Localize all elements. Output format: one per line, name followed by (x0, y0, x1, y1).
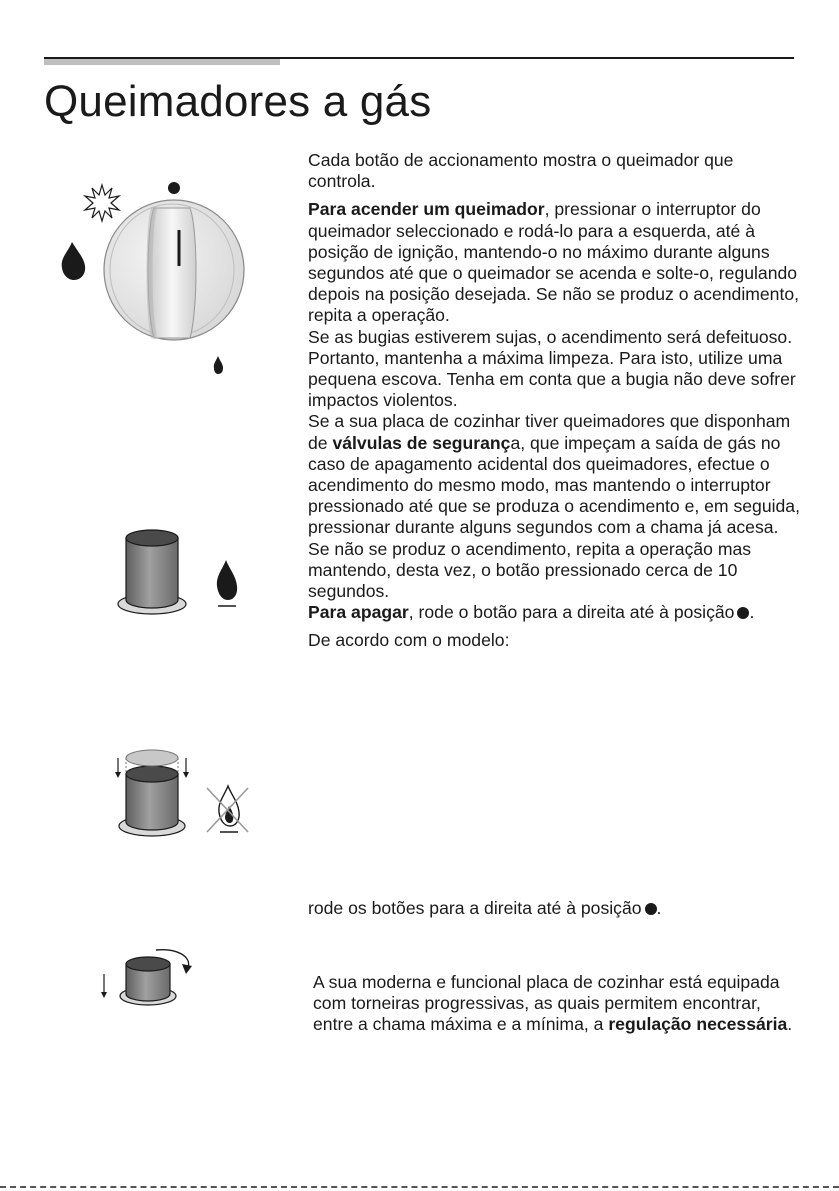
burner-with-flame-illustration (116, 528, 246, 618)
large-flame-icon (217, 560, 237, 600)
off-position-icon (168, 182, 180, 194)
spark-plugs-paragraph: Se as bugias estiverem sujas, o acendimento será defeituoso. Portanto, mantenha a máxima limpeza. Para isto, utilize uma pequena escova. Tenha em conta que a bugia não deve sofrer impactos violentos. (308, 326, 796, 411)
page-title: Queimadores a gás (44, 77, 432, 126)
safety-valves-paragraph: Se a sua placa de cozinhar tiver queimadores que disponham de válvulas de segurança, que impeçam a saída de gás no caso de apagamento acidental dos queimadores, efectue o acendimento do mesmo modo, mas mantendo o interruptor pressionado até que se produza o acendimento e, em seguida, pressionar durante alguns segundos com a chama já acesa. Se não se produz o acendimento, repita a operação mas mantendo, desta vez, o botão pressionado cerca de 10 segundos. (308, 411, 800, 602)
header-accent-bar (44, 59, 280, 65)
knob-illustration (50, 170, 290, 390)
switch-off-paragraph: Para apagar, rode o botão para a direita até à posição . (308, 602, 755, 623)
ignite-paragraph: Para acender um queimador, pressionar o interruptor do queimador seleccionado e rodá-lo para a esquerda, até à posição de ignição, mantendo-o no máximo durante alguns segundos até que o queimador se acenda e solte-o, regulando depois na posição desejada. Se não se produz o acendimento, repita a operação. (308, 199, 800, 326)
progressive-taps-text: A sua moderna e funcional placa de cozinhar está equipada com torneiras progressivas, as quais permitem encontrar, entre a chama máxima e a mínima, a regulação necessária. (313, 972, 793, 1035)
filled-dot-icon (737, 607, 749, 619)
instructions-text (308, 150, 800, 652)
page-bottom-edge (0, 1186, 839, 1188)
large-flame-icon (62, 242, 85, 280)
small-flame-icon (214, 356, 223, 374)
filled-dot-icon (645, 903, 657, 915)
ignite-heading: Para acender um queimador (308, 199, 545, 220)
crossed-flame-icon (207, 786, 248, 832)
regulation-term: regulação necessária (608, 1014, 788, 1035)
safety-valves-term: válvulas de seguranç (332, 432, 511, 453)
spark-icon (85, 185, 119, 221)
switch-off-heading: Para apagar (308, 602, 409, 623)
burner-rotate-illustration (96, 944, 216, 1034)
model-paragraph: De acordo com o modelo: (308, 630, 510, 651)
intro-paragraph: Cada botão de accionamento mostra o queimador que controla. (308, 150, 734, 192)
down-arrow-icon (101, 974, 107, 998)
turn-buttons-text: rode os botões para a direita até à posição . (308, 898, 662, 918)
burner-press-no-flame-illustration (110, 746, 255, 841)
